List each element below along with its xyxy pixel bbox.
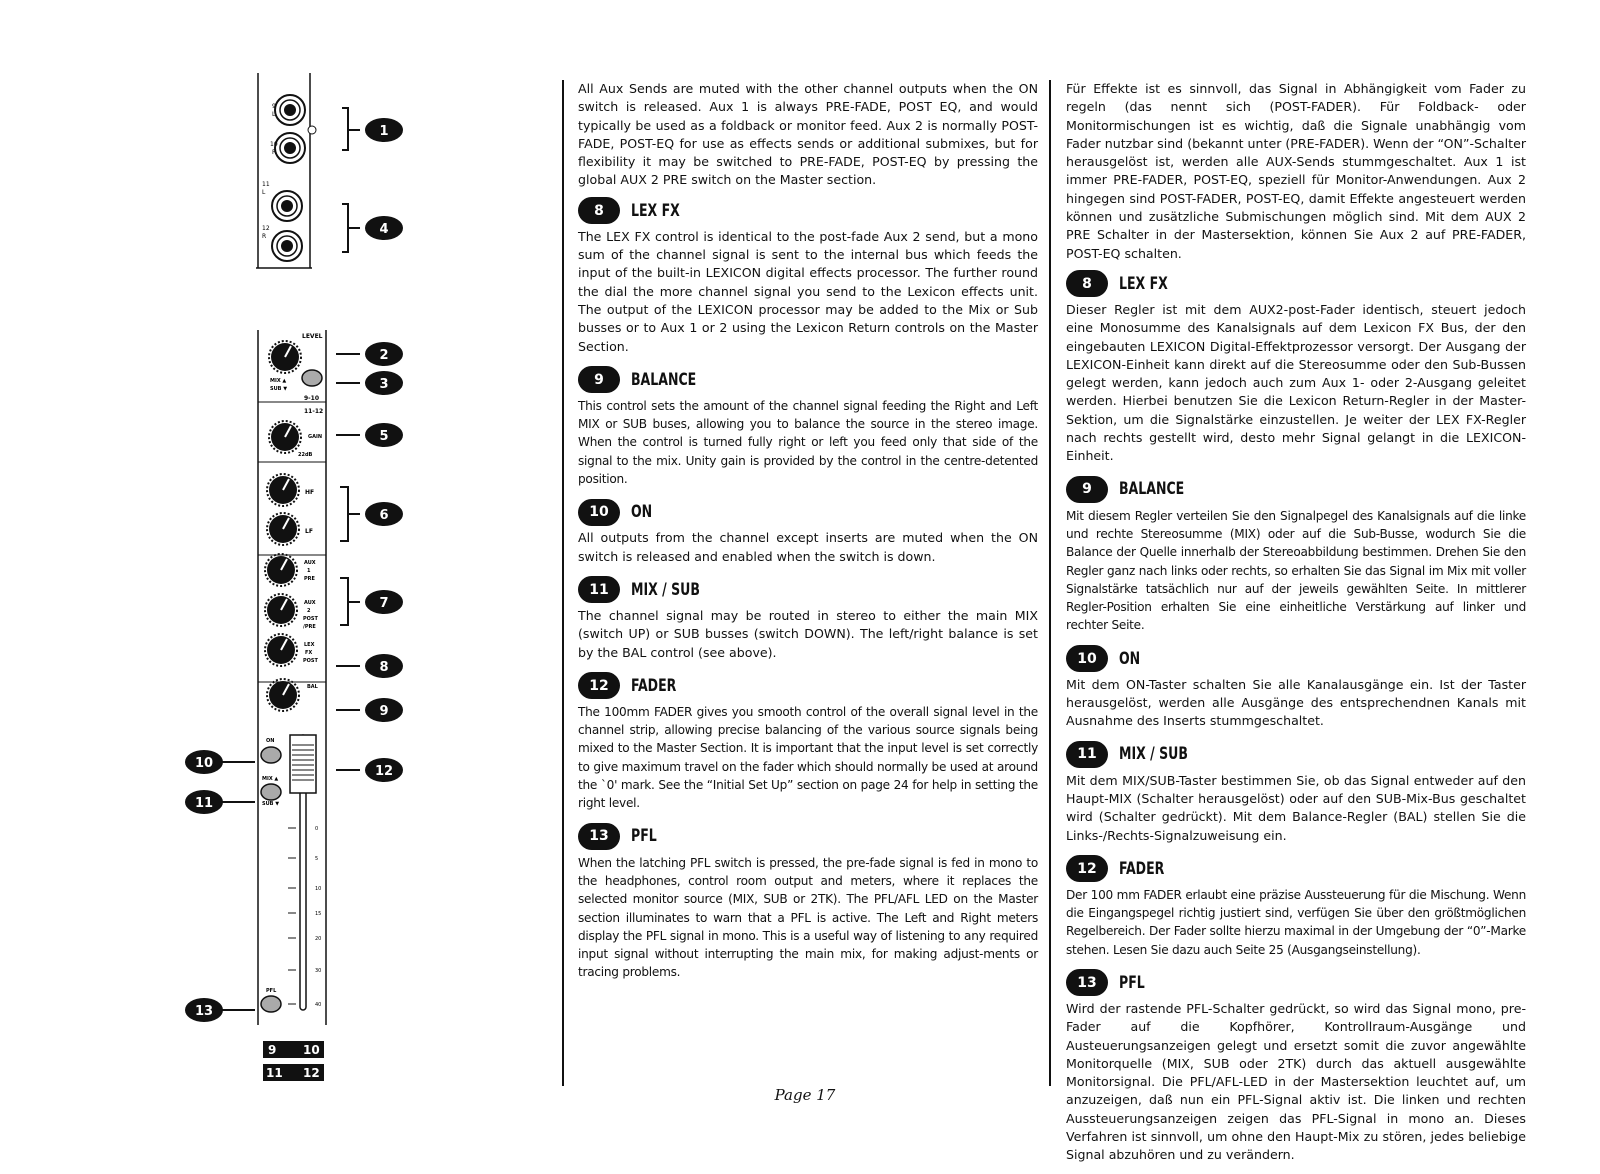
knob-label: LEX <box>304 642 315 648</box>
english-column <box>578 80 1038 991</box>
knob-label: 2 <box>307 608 311 614</box>
callout-4 <box>365 216 403 240</box>
column-rule-right <box>1049 80 1051 1086</box>
section-title: BALANCE <box>631 369 697 390</box>
fader-scale-label: 5 <box>315 856 319 862</box>
section-balance <box>1066 475 1526 635</box>
section-mix-sub <box>578 575 1038 662</box>
knob-label: LEVEL <box>302 333 323 340</box>
intro-text: All Aux Sends are muted with the other channel outputs when the ON switch is released. Aux 1 is always PRE-FADE, POST EQ, and would typically be used as a foldback or monitor feed. Aux 2 is normally POST-FADE, POST-EQ for use as effects sends or additional submixes, but for flexibility it may be switched to PRE-FADE, POST-EQ by pressing the global AUX 2 PRE switch on the Master section. <box>578 81 1038 188</box>
svg-text:2: 2 <box>379 348 389 363</box>
input-label: 11 <box>262 181 270 188</box>
section-balance <box>578 365 1038 488</box>
knob-label: POST <box>303 616 318 622</box>
knob-label: POST <box>303 658 318 664</box>
gain-knob[interactable] <box>269 421 301 453</box>
input-label: 10 <box>270 141 278 148</box>
section-fader <box>1066 854 1526 959</box>
section-number: 11 <box>1066 741 1108 768</box>
section-lex-fx <box>1066 269 1526 466</box>
svg-text:13: 13 <box>194 1004 214 1019</box>
section-text: Wird der rastende PFL-Schalter gedrückt, so wird das Signal mono, pre-Fader auf die Kopfhörer, Kontrollraum-Ausgänge und Austeuerungsanzeigen gelegt und ersetzt somit die zuvor angewählte Monitorquelle (MIX, SUB oder 2TK) durch das aktuell ausgewählte Monitorsignal. Die PFL/AFL-LED in der Mastersektion leuchtet auf, um anzuzeigen, daß nun ein PFL-Signal aktiv ist. Die linken und rechten Aussteuerungsanzeigen zeigen das PFL-Signal in mono an. Dieses Verfahren ist sinnvoll, um ohne den Haupt-Mix zu stören, jedes beliebige Signal abzuhören und zu verändern. <box>1066 1000 1526 1163</box>
section-text: Mit diesem Regler verteilen Sie den Signalpegel des Kanalsignals auf die linke und rechte Stereosumme (MIX) oder auf die Sub-Busse, wodurch Sie die Balance der Quelle innerhalb der Stereoabbildung bestimmen. Drehen Sie den Regler ganz nach links oder rechts, so erhalten Sie das Signal im Mix mit voller Signalstärke tatsächlich nur auf der jeweils gewählten Seite. In mittlerer Regler-Position erhalten Sie eine einheitliche Verstärkung auf linker und rechter Seite. <box>1066 508 1526 633</box>
svg-text:11: 11 <box>194 796 214 811</box>
knob-label: ON <box>266 738 275 744</box>
knob-label: HF <box>305 489 315 496</box>
section-number: 13 <box>1066 969 1108 996</box>
knob-label: AUX <box>304 600 316 606</box>
jack-input-11[interactable] <box>272 191 302 221</box>
section-number: 10 <box>578 499 620 526</box>
callout-7 <box>365 590 403 614</box>
section-on <box>578 497 1038 566</box>
jack-input-9[interactable] <box>275 95 305 125</box>
section-number: 12 <box>578 672 620 699</box>
input-label: 12 <box>262 225 270 232</box>
section-title: PFL <box>631 826 657 847</box>
control-panel <box>258 330 326 1081</box>
input-panel <box>256 73 316 268</box>
channel-tag-label: 12 <box>303 1066 320 1080</box>
knob-label: SUB ▼ <box>262 801 280 807</box>
svg-text:8: 8 <box>379 660 389 675</box>
intro-text: Für Effekte ist es sinnvoll, das Signal in Abhängigkeit vom Fader zu regeln (das nennt sich (POST-FADER). Für Foldback- oder Monitormischungen ist es wichtig, daß die Signale unabhängig vom Fader nutzbar sind (bekannt unter (PRE-FADER). Wenn der “ON”-Schalter herausgelöst ist, werden alle AUX-Sends stummgeschaltet. Aux 1 ist immer PRE-FADER, POST-EQ, speziell für Monitor-Anwendungen. Aux 2 hingegen sind POST-FADER, POST-EQ, damit Effekte angesteuert werden können und zusätzliche Submischungen möglich sind. Mit dem AUX 2 PRE Schalter in der Mastersektion, können Sie Aux 2 auf PRE-FADER, POST-EQ schalten. <box>1066 81 1526 261</box>
fader-scale <box>288 828 296 1004</box>
section-text: Mit dem MIX/SUB-Taster bestimmen Sie, ob das Signal entweder auf den Haupt-MIX (Schalter herausgelöst) oder auf den SUB-Mix-Bus geschaltet wird (Schalter gedrückt). Mit dem Balance-Regler (BAL) stellen Sie die Links-/Rechts-Signalzuweisung ein. <box>1066 772 1526 843</box>
section-text: Dieser Regler ist mit dem AUX2-post-Fader identisch, steuert jedoch eine Monosumme des Kanalsignals auf dem Lexicon FX Bus, der den eingebauten LEXICON Digital-Effektprozessor versorgt. Der Ausgang der LEXICON-Einheit kann direkt auf die Stereosumme oder den Sub-Bussen gelegt werden, kann jedoch auch zum Aux 1- oder 2-Ausgang geleitet werden. Hierbei benutzen Sie die Lexicon Return-Regler in der Master-Sektion, um die Signalstärke einzustellen. Je weiter der LEX FX-Regler nach rechts gestellt wird, desto mehr Signal gelangt in die LEXICON-Einheit. <box>1066 301 1526 464</box>
svg-text:9: 9 <box>379 704 389 719</box>
section-text: When the latching PFL switch is pressed, the pre-fade signal is fed in mono to the headphones, control room output and meters, where it replaces the selected monitor source (MIX, SUB or 2TK). The PFL/AFL LED on the Master section illuminates to warn that a PFL is active. The Left and Right meters display the PFL signal in mono. This is a useful way of listening to any required input signal without interrupting the main mix, for making adjust-ments or tracing problems. <box>578 855 1038 980</box>
section-title: MIX / SUB <box>1119 744 1188 765</box>
channel-tag-label: 9 <box>268 1043 277 1057</box>
aux1-knob[interactable] <box>265 554 297 586</box>
section-pfl <box>578 822 1038 982</box>
section-text: Der 100 mm FADER erlaubt eine präzise Aussteuerung für die Mischung. Wenn die Eingangspegel richtig justiert sind, verfügen Sie über den größtmöglichen Regelbereich. Der Fader sollte hierzu maximal in der Umgebung der “0”-Marke stehen. Lesen Sie dazu auch Seite 25 (Ausgangseinstellung). <box>1066 887 1526 957</box>
level-knob[interactable] <box>269 341 301 373</box>
svg-text:3: 3 <box>379 377 389 392</box>
balance-knob[interactable] <box>267 679 299 711</box>
lf-eq-knob[interactable] <box>267 513 299 545</box>
section-title: ON <box>631 502 653 523</box>
svg-text:5: 5 <box>379 429 389 444</box>
callout-8 <box>365 654 403 678</box>
fader-scale-label: 0 <box>315 826 319 832</box>
section-title: BALANCE <box>1119 479 1185 500</box>
page-number: Page 17 <box>774 1086 836 1104</box>
german-column <box>1066 80 1526 1174</box>
callout-11 <box>185 790 223 814</box>
section-title: FADER <box>631 675 677 696</box>
callout-3 <box>365 371 403 395</box>
section-number: 11 <box>578 576 620 603</box>
knob-label: 22dB <box>298 452 313 458</box>
knob-label: PRE <box>304 576 315 582</box>
section-text: The channel signal may be routed in stereo to either the main MIX (switch UP) or SUB busses (switch DOWN). The left/right balance is set by the BAL control (see above). <box>578 607 1038 660</box>
section-number: 8 <box>578 197 620 224</box>
callout-13 <box>185 998 223 1022</box>
input-label: 9 <box>272 103 276 110</box>
callout-9 <box>365 698 403 722</box>
column-rule-left <box>562 80 564 1086</box>
svg-text:1: 1 <box>379 124 389 139</box>
knob-label: 11-12 <box>304 408 324 415</box>
led <box>308 126 316 134</box>
input-label: R <box>272 149 277 156</box>
input-label: L <box>262 189 266 196</box>
section-pfl <box>1066 968 1526 1165</box>
callout-6 <box>365 502 403 526</box>
hf-eq-knob[interactable] <box>267 474 299 506</box>
jack-input-12[interactable] <box>272 231 302 261</box>
fader-scale-label: 10 <box>315 886 322 892</box>
section-text: The LEX FX control is identical to the post-fade Aux 2 send, but a mono sum of the channel signal is sent to the internal bus which feeds the input of the built-in LEXICON digital effects processor. The further round the dial the more channel signal you send to the Lexicon effects unit. The output of the LEXICON processor may be added to the Mix or Sub busses or to Aux 1 or 2 using the Lexicon Return controls on the Master Section. <box>578 228 1038 354</box>
callout-12 <box>365 758 403 782</box>
fader-scale-label: 40 <box>315 1002 322 1008</box>
fader-scale-label: 30 <box>315 968 322 974</box>
knob-label: BAL <box>307 684 318 690</box>
svg-text:6: 6 <box>379 508 389 523</box>
section-text: The 100mm FADER gives you smooth control of the overall signal level in the channel strip, allowing precise balancing of the various source signals being mixed to the Master Section. It is important that the input level is set correctly to give maximum travel on the fader which should normally be used at around the `0' mark. See the “Initial Set Up” section on page 24 for help in setting the right level. <box>578 704 1038 811</box>
mix-sub-button-top[interactable] <box>302 370 322 386</box>
knob-label: PFL <box>266 988 277 994</box>
section-number: 13 <box>578 823 620 850</box>
section-title: LEX FX <box>631 200 680 221</box>
input-label: R <box>262 233 267 240</box>
channel-tag-label: 10 <box>303 1043 320 1057</box>
section-mix-sub <box>1066 740 1526 845</box>
section-lex-fx <box>578 196 1038 356</box>
callout-2 <box>365 342 403 366</box>
section-title: LEX FX <box>1119 273 1168 294</box>
channel-tag-label: 11 <box>266 1066 283 1080</box>
section-text: Mit dem ON-Taster schalten Sie alle Kanalausgänge ein. Ist der Taster herausgelöst, werden alle Ausgänge des entsprechendnen Kanals mit Ausnahme des Inserts stummgeschaltet. <box>1066 676 1526 729</box>
knob-label: 1 <box>307 568 311 574</box>
knob-label: GAIN <box>308 434 323 440</box>
on-button[interactable] <box>261 747 281 763</box>
section-number: 8 <box>1066 270 1108 297</box>
fader-cap[interactable] <box>290 735 316 793</box>
callout-5 <box>365 423 403 447</box>
knob-label: 9-10 <box>304 395 320 402</box>
section-fader <box>578 671 1038 813</box>
section-text: This control sets the amount of the channel signal feeding the Right and Left MIX or SUB buses, allowing you to balance the source in the stereo image. When the control is turned fully right or left you feed only that side of the signal to the mix. Unity gain is provided by the control in the centre-detented position. <box>578 398 1038 487</box>
svg-text:10: 10 <box>194 756 214 771</box>
section-number: 12 <box>1066 855 1108 882</box>
knob-label: AUX <box>304 560 316 566</box>
jack-input-10[interactable] <box>275 133 305 163</box>
lex-fx-knob[interactable] <box>265 634 297 666</box>
section-text: All outputs from the channel except inserts are muted when the ON switch is released and enabled when the switch is down. <box>578 530 1038 564</box>
pfl-button[interactable] <box>261 996 281 1012</box>
section-number: 9 <box>1066 476 1108 503</box>
section-title: MIX / SUB <box>631 579 700 600</box>
fader-scale-label: 15 <box>315 911 322 917</box>
callout-1 <box>365 118 403 142</box>
section-number: 9 <box>578 366 620 393</box>
svg-text:7: 7 <box>379 596 389 611</box>
input-label: L <box>272 111 276 118</box>
knob-label: MIX ▲ <box>262 776 279 782</box>
section-title: PFL <box>1119 972 1145 993</box>
svg-text:4: 4 <box>379 222 389 237</box>
knob-label: FX <box>305 650 313 656</box>
callout-10 <box>185 750 223 774</box>
section-number: 10 <box>1066 645 1108 672</box>
knob-label: LF <box>305 528 313 535</box>
section-title: ON <box>1119 648 1141 669</box>
knob-label: /PRE <box>303 624 316 630</box>
fader-scale-label: 20 <box>315 936 322 942</box>
channel-strip-diagram <box>0 0 560 1132</box>
knob-label: MIX ▲ <box>270 378 287 384</box>
section-on <box>1066 644 1526 731</box>
aux2-knob[interactable] <box>265 594 297 626</box>
mix-sub-button[interactable] <box>261 784 281 800</box>
knob-label: SUB ▼ <box>270 386 288 392</box>
section-title: FADER <box>1119 858 1165 879</box>
svg-text:12: 12 <box>374 764 394 779</box>
